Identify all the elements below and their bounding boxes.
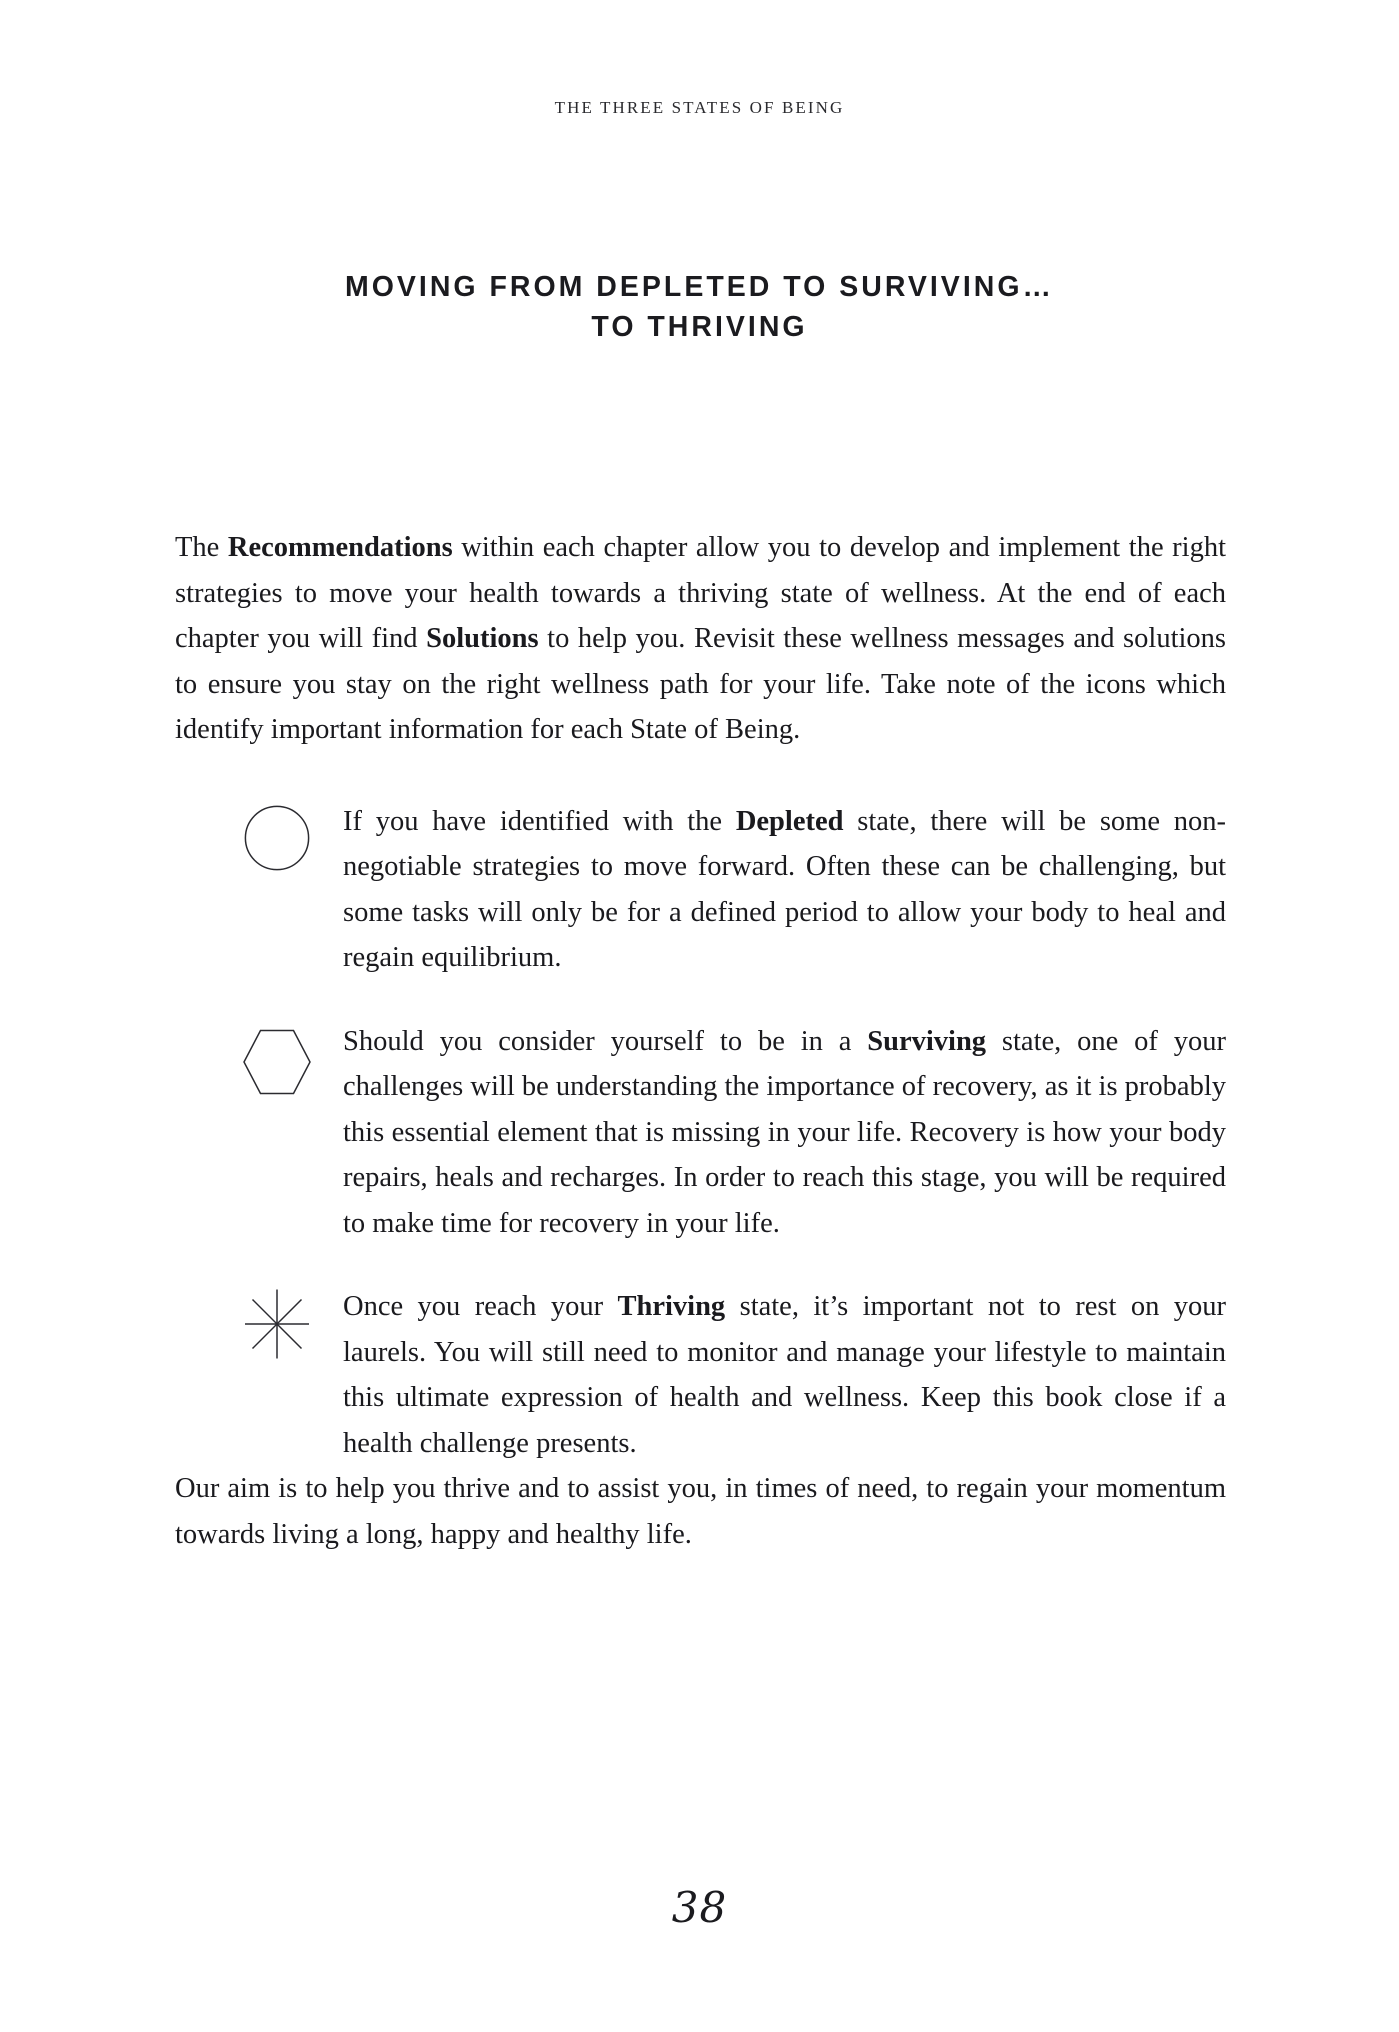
state-text-depleted [343,799,1226,981]
thriving-bold-label: Thriving [617,1291,726,1322]
closing-paragraph: Our aim is to help you thrive and to assist you, in times of need, to regain your momentum towards living a long, happy and healthy life. [175,1473,1226,1550]
page-title [250,267,1150,348]
depleted-text-after: state, there will be some non-negotiable strategies to move forward. Often these can be challenging, but some tasks will only be for a defined period to allow your body to heal and regain equilibrium. [343,805,1227,973]
state-block-depleted [211,799,1226,981]
intro-bold-solutions: Solutions [426,623,539,654]
page-title-line-1: MOVING FROM DEPLETED TO SURVIVING… [344,271,1054,303]
hexagon-icon [242,1027,312,1097]
depleted-bold-label: Depleted [735,805,844,837]
state-of-being-list [175,799,1226,1467]
page-title-line-2: TO THRIVING [591,311,808,344]
intro-text-2: within each chapter allow you to develop and implement the right strategies to move your health towards a thriving state of wellness. At the end of each chapter you will find [175,532,1226,654]
surviving-text-before: Should you consider yourself to be in a [343,1025,868,1057]
intro-text-3: to help you. Revisit these wellness messages and solutions to ensure you stay on the right wellness path for your life. Take note of the icons which identify important information for each State of Being. [175,623,1226,745]
thriving-text-before: Once you reach your [343,1291,618,1322]
state-text-surviving [343,1019,1226,1247]
circle-icon-cell [211,799,343,871]
asterisk-icon-cell [211,1284,343,1360]
page-number: 38 [671,1883,728,1932]
page-content [175,525,1226,1557]
hexagon-icon-cell [211,1019,343,1097]
thriving-text-after: state, it’s important not to rest on your laurels. You will still need to monitor and manage your lifestyle to maintain this ultimate expression of health and wellness. Keep this book close if a health challenge presents. [343,1291,1226,1459]
state-block-thriving [211,1284,1226,1466]
depleted-text-before: If you have identified with the [343,805,736,837]
state-block-surviving [211,1019,1226,1247]
asterisk-icon [241,1288,313,1360]
surviving-bold-label: Surviving [867,1025,987,1057]
surviving-text-after: state, one of your challenges will be understanding the importance of recovery, as it is probably this essential element that is missing in your life. Recovery is how your body repairs, heals and recharges. In order to reach this stage, you will be required to make time for recovery in your life. [343,1025,1226,1239]
intro-paragraph [175,525,1226,753]
intro-text-1: The [175,532,228,563]
state-text-thriving [343,1284,1226,1466]
intro-bold-recommendations: Recommendations [227,532,453,563]
circle-icon [244,805,310,871]
running-header: THE THREE STATES OF BEING [554,98,845,117]
